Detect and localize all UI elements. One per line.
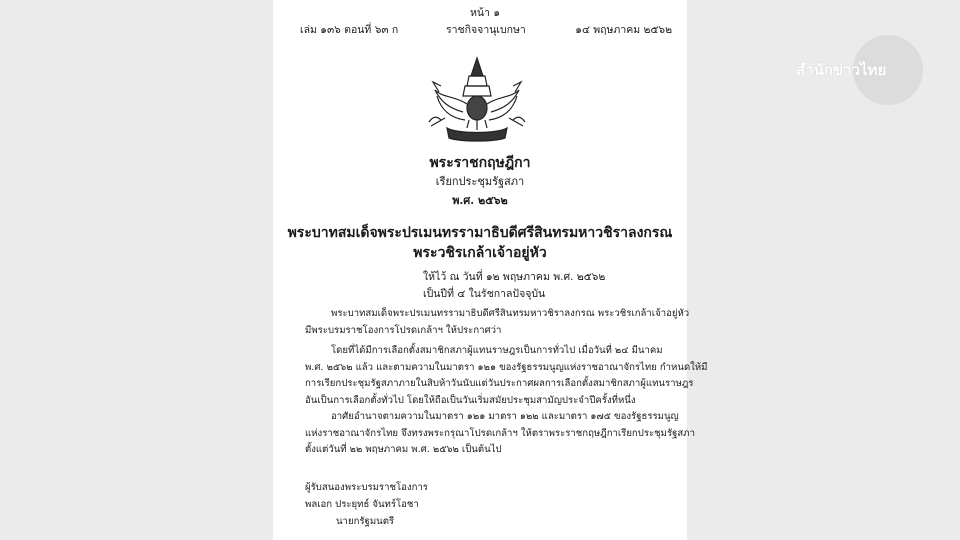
body-line: พ.ศ. ๒๕๖๒ แล้ว และตามความในมาตรา ๑๒๑ ของรัฐธรรมนูญแห่งราชอาณาจักรไทย กำหนดให้มี	[305, 361, 708, 373]
countersign-name: พลเอก ประยุทธ์ จันทร์โอชา	[305, 499, 419, 510]
page-number: หน้า ๑	[470, 7, 500, 19]
garuda-emblem-icon	[427, 56, 527, 142]
decree-body	[305, 306, 708, 459]
countersign-title: นายกรัฐมนตรี	[336, 516, 395, 527]
body-line: โดยที่ได้มีการเลือกตั้งสมาชิกสภาผู้แทนราษฎรเป็นการทั่วไป เมื่อวันที่ ๒๔ มีนาคม	[331, 345, 663, 356]
body-line: อันเป็นการเลือกตั้งทั่วไป โดยให้ถือเป็นวันเริ่มสมัยประชุมสามัญประจำปีครั้งที่หนึ่ง	[305, 394, 636, 406]
gazette-header	[300, 22, 672, 38]
body-line: พระบาทสมเด็จพระปรเมนทรรามาธิบดีศรีสินทรมหาวชิราลงกรณ พระวชิรเกล้าเจ้าอยู่หัว	[331, 308, 690, 319]
volume-issue: เล่ม ๑๓๖ ตอนที่ ๖๓ ก	[300, 24, 399, 36]
countersign-label: ผู้รับสนองพระบรมราชโองการ	[305, 482, 428, 493]
gazette-date: ๑๔ พฤษภาคม ๒๕๖๒	[575, 24, 672, 36]
document-year: พ.ศ. ๒๕๖๒	[452, 194, 508, 207]
body-line: แห่งราชอาณาจักรไทย จึงทรงพระกรุณาโปรดเกล้าฯ ให้ตราพระราชกฤษฎีกาเรียกประชุมรัฐสภา	[305, 427, 695, 439]
given-date: ให้ไว้ ณ วันที่ ๑๒ พฤษภาคม พ.ศ. ๒๕๖๒	[423, 271, 606, 283]
king-name-line1: พระบาทสมเด็จพระปรเมนทรรามาธิบดีศรีสินทรมหาวชิราลงกรณ	[287, 225, 673, 241]
document-title: พระราชกฤษฎีกา	[429, 155, 531, 171]
body-line: ตั้งแต่วันที่ ๒๒ พฤษภาคม พ.ศ. ๒๕๖๒ เป็นต้นไป	[305, 444, 502, 455]
body-line: มีพระบรมราชโองการโปรดเกล้าฯ ให้ประกาศว่า	[305, 324, 502, 336]
watermark-text: สำนักข่าวไทย	[796, 61, 887, 79]
document-subtitle: เรียกประชุมรัฐสภา	[435, 175, 525, 188]
reign-year: เป็นปีที่ ๔ ในรัชกาลปัจจุบัน	[423, 288, 546, 300]
gazette-name: ราชกิจจานุเบกษา	[446, 24, 526, 36]
body-line: การเรียกประชุมรัฐสภาภายในสิบห้าวันนับแต่วันประกาศผลการเลือกตั้งสมาชิกสภาผู้แทนราษฎร	[305, 378, 694, 389]
king-name-line2: พระวชิรเกล้าเจ้าอยู่หัว	[413, 245, 547, 261]
body-line: อาศัยอำนาจตามความในมาตรา ๑๒๑ มาตรา ๑๒๒ และมาตรา ๑๗๕ ของรัฐธรรมนูญ	[331, 411, 679, 422]
